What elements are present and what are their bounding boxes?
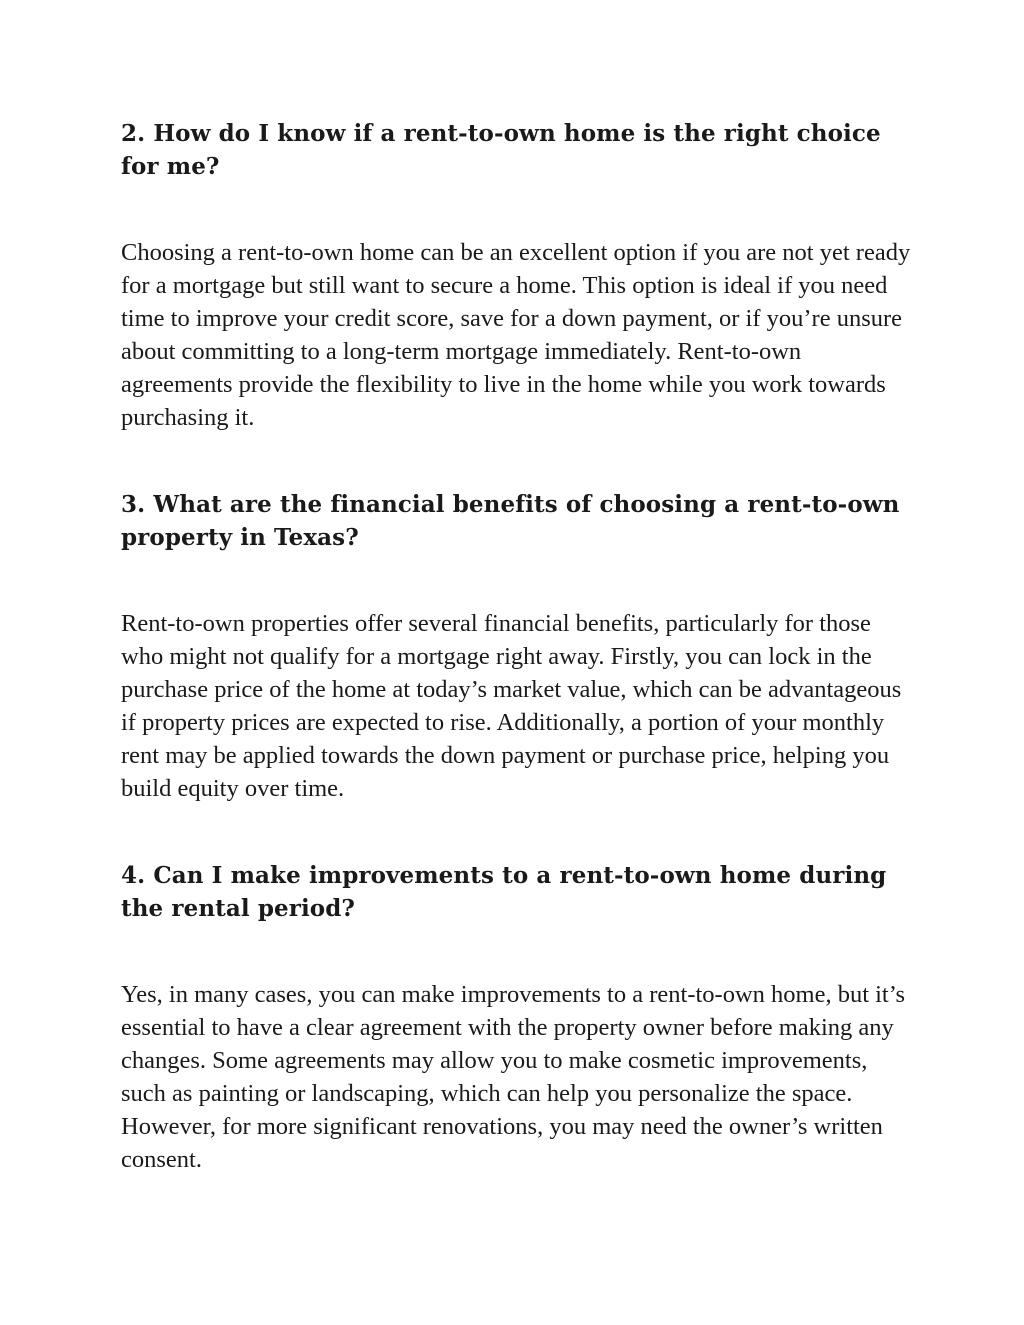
faq-question-3: 3. What are the financial benefits of choosing a rent-to-own property in Texas? [121, 491, 900, 551]
faq-answer-3: Rent-to-own properties offer several financial benefits, particularly for those who might not qualify for a mortgage right away. Firstly, you can lock in the purchase price of the home at today’s market value, which can be advantageous if property prices are expected to rise. Additionally, a portion of your monthly rent may be applied towards the down payment or purchase price, helping you build equity over time. [121, 610, 902, 802]
faq-question-2: 2. How do I know if a rent-to-own home is the right choice for me? [121, 120, 881, 180]
document-page [121, 117, 911, 1176]
faq-answer-4: Yes, in many cases, you can make improvements to a rent-to-own home, but it’s essential to have a clear agreement with the property owner before making any changes. Some agreements may allow you to make cosmetic improvements, such as painting or landscaping, which can help you personalize the space. However, for more significant renovations, you may need the owner’s written consent. [121, 981, 906, 1173]
faq-question-4: 4. Can I make improvements to a rent-to-own home during the rental period? [121, 862, 887, 922]
faq-answer-2: Choosing a rent-to-own home can be an excellent option if you are not yet ready for a mortgage but still want to secure a home. This option is ideal if you need time to improve your credit score, save for a down payment, or if you’re unsure about committing to a long-term mortgage immediately. Rent-to-own agreements provide the flexibility to live in the home while you work towards purchasing it. [121, 239, 911, 431]
